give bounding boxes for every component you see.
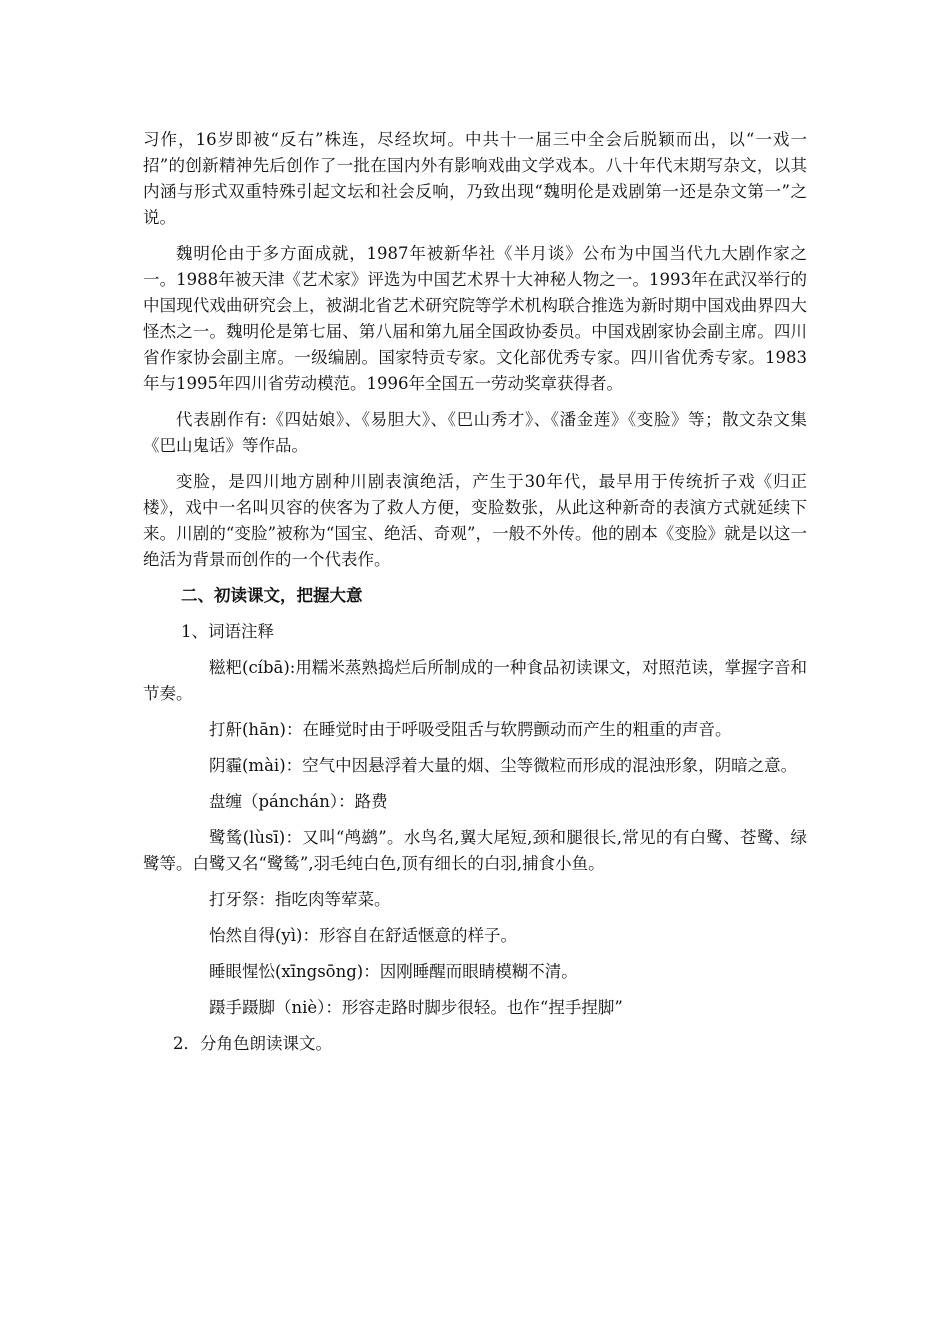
term-lusi: 鹭鸶(lùsī)：又叫“鸬鹚”。水鸟名,翼大尾短,颈和腿很长,常见的有白鹭、苍鹭、绿鹭等。白鹭又名“鹭鸶”,羽毛纯白色,顶有细长的白羽,捕食小鱼。 [143,828,807,873]
term-ciba: 糍粑(cíbā):用糯米蒸熟捣烂后所制成的一种食品初读课文，对照范读，掌握字音和节奏。 [143,658,807,703]
paragraph-face-changing: 变脸，是四川地方剧种川剧表演绝活，产生于30年代，最早用于传统折子戏《归正楼》，戏中一名叫贝容的侠客为了救人方便，变脸数张，从此这种新奇的表演方式就延续下来。川剧的“变脸”被称为“国宝、绝活、奇观”，一般不外传。他的剧本《变脸》就是以这一绝活为背景而创作的一个代表作。 [143,472,807,569]
term-dayaji: 打牙祭：指吃肉等荤菜。 [209,890,391,909]
document-page [143,127,807,1057]
paragraph-achievements: 魏明伦由于多方面成就，1987年被新华社《半月谈》公布为中国当代九大剧作家之一。1988年被天津《艺术家》评选为中国艺术界十大神秘人物之一。1993年在武汉举行的中国现代戏曲研究会上，被湖北省艺术研究院等学术机构联合推选为新时期中国戏曲界四大怪杰之一。魏明伦是第七届、第八届和第九届全国政协委员。中国戏剧家协会副主席。四川省作家协会副主席。一级编剧。国家特贡专家。文化部优秀专家。四川省优秀专家。1983年与1995年四川省劳动模范。1996年全国五一劳动奖章获得者。 [143,244,807,393]
paragraph-representative-works: 代表剧作有:《四姑娘》、《易胆大》、《巴山秀才》、《潘金莲》《变脸》等；散文杂文集《巴山鬼话》等作品。 [143,410,807,455]
term-shuiyanxingsong: 睡眼惺忪(xīngsōng)：因刚睡醒而眼睛模糊不清。 [209,962,578,981]
paragraph-intro-continued: 习作，16岁即被“反右”株连，尽经坎坷。中共十一届三中全会后脱颖而出，以“一戏一招”的创新精神先后创作了一批在国内外有影响戏曲文学戏本。八十年代末期写杂文，以其内涵与形式双重特殊引起文坛和社会反响，乃致出现“魏明伦是戏剧第一还是杂文第一”之说。 [143,130,807,227]
term-yinmai: 阴霾(mài)：空气中因悬浮着大量的烟、尘等微粒而形成的混浊形象，阴暗之意。 [209,756,798,775]
term-yiranzide: 怡然自得(yì)：形容自在舒适惬意的样子。 [209,926,517,945]
term-panchan: 盘缠（pánchán）：路费 [209,792,388,811]
term-nieshounijiao: 蹑手蹑脚（niè）：形容走路时脚步很轻。也作“捏手捏脚” [209,998,623,1017]
subsection-heading: 1、词语注释 [181,622,274,641]
section-heading: 二、初读课文，把握大意 [181,586,363,605]
reading-instruction: 2．分角色朗读课文。 [173,1034,332,1053]
term-dahan: 打鼾(hān)：在睡觉时由于呼吸受阻舌与软腭颤动而产生的粗重的声音。 [209,720,732,739]
